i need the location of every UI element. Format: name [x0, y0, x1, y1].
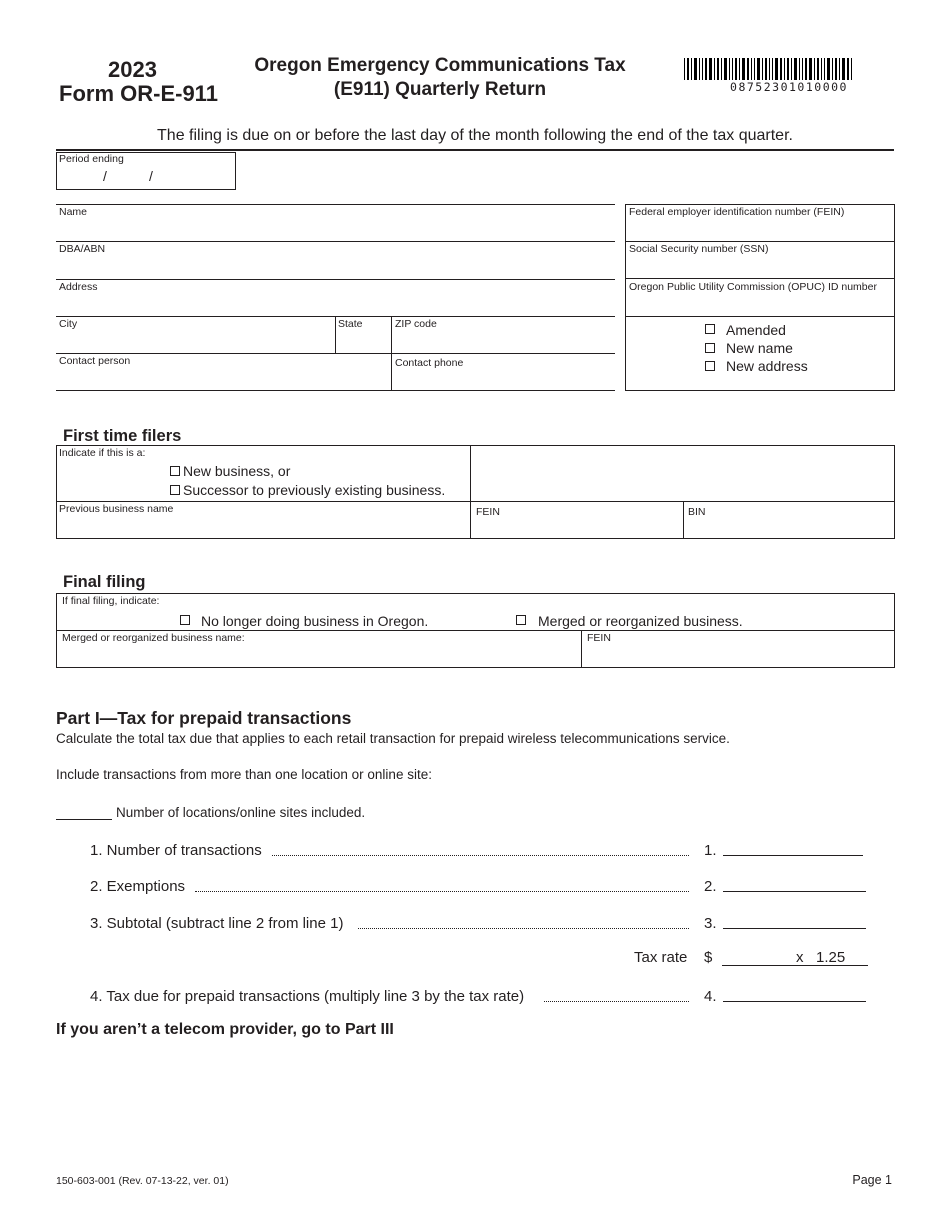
line-4-leader — [544, 1001, 689, 1002]
contact-phone-field[interactable] — [392, 354, 615, 390]
previous-business-name-field[interactable] — [57, 502, 469, 538]
merged-label: Merged or reorganized business. — [538, 613, 743, 629]
city-label: City — [59, 318, 78, 330]
new-address-checkbox[interactable] — [705, 361, 715, 371]
merged-name-label: Merged or reorganized business name: — [62, 632, 245, 644]
successor-checkbox[interactable] — [170, 485, 180, 495]
no-longer-checkbox[interactable] — [180, 615, 190, 625]
merged-name-field[interactable] — [57, 631, 580, 667]
tax-rate-currency: $ — [704, 949, 713, 966]
first-time-title: First time filers — [63, 427, 182, 445]
amended-checkbox[interactable] — [705, 324, 715, 334]
amended-label: Amended — [726, 322, 786, 338]
contact-person-field[interactable] — [56, 354, 391, 390]
dba-field[interactable] — [56, 242, 615, 278]
page-number: Page 1 — [852, 1173, 892, 1187]
part1-include-text: Include transactions from more than one location or online site: — [56, 767, 432, 782]
line-4-field[interactable] — [723, 1001, 866, 1002]
merged-checkbox[interactable] — [516, 615, 526, 625]
period-sep-1: / — [103, 168, 107, 184]
tax-rate-value: x 1.25 — [796, 949, 846, 966]
line-1-leader — [272, 855, 689, 856]
opuc-label: Oregon Public Utility Commission (OPUC) ID number — [629, 281, 877, 293]
line-2-label: 2. Exemptions — [90, 878, 186, 895]
final-indicate-label: If final filing, indicate: — [62, 595, 160, 607]
locations-text: Number of locations/online sites included. — [116, 805, 366, 820]
revision-text: 150-603-001 (Rev. 07-13-22, ver. 01) — [56, 1175, 229, 1187]
name-field[interactable] — [56, 205, 615, 241]
zip-field[interactable] — [392, 317, 615, 353]
first-time-fein-field[interactable] — [471, 502, 682, 538]
line-3-field[interactable] — [723, 928, 866, 929]
new-business-checkbox[interactable] — [170, 466, 180, 476]
line-3-leader — [358, 928, 689, 929]
line-3-number: 3. — [704, 915, 717, 932]
ssn-label: Social Security number (SSN) — [629, 243, 769, 255]
line-4-label: 4. Tax due for prepaid transactions (multiply line 3 by the tax rate) — [90, 988, 525, 1005]
final-filing-title: Final filing — [63, 573, 146, 591]
line-1-label: 1. Number of transactions — [90, 842, 262, 859]
form-title-line1: Oregon Emergency Communications Tax — [254, 55, 626, 76]
top-rule — [56, 149, 894, 151]
barcode-image — [684, 58, 894, 80]
go-to-part3-note: If you aren’t a telecom provider, go to Part III — [56, 1021, 394, 1038]
first-time-bin-field[interactable] — [684, 502, 894, 538]
form-id: Form OR-E-911 — [59, 81, 218, 106]
state-field[interactable] — [336, 317, 391, 353]
rule-contact-bottom — [56, 390, 615, 391]
new-address-label: New address — [726, 358, 808, 374]
address-field[interactable] — [56, 280, 615, 316]
tax-rate-label: Tax rate — [634, 949, 688, 966]
fein-label: Federal employer identification number (FEIN) — [629, 206, 845, 218]
previous-business-name-label: Previous business name — [59, 503, 174, 515]
new-business-label: New business, or — [183, 463, 291, 479]
form-title-line2: (E911) Quarterly Return — [333, 79, 547, 100]
final-fein-field[interactable] — [582, 631, 894, 667]
line-2-number: 2. — [704, 878, 717, 895]
first-time-indicate-label: Indicate if this is a: — [59, 447, 146, 459]
line-1-number: 1. — [704, 842, 717, 859]
zip-label: ZIP code — [395, 318, 437, 330]
part1-title: Part I—Tax for prepaid transactions — [56, 708, 352, 728]
address-label: Address — [59, 281, 98, 293]
locations-count-field[interactable] — [56, 819, 112, 820]
form-year: 2023 — [108, 57, 157, 82]
line-1-field[interactable] — [723, 855, 863, 856]
tax-rate-underline — [722, 965, 868, 966]
line-3-label: 3. Subtotal (subtract line 2 from line 1) — [90, 915, 344, 932]
new-name-label: New name — [726, 340, 793, 356]
line-4-number: 4. — [704, 988, 717, 1005]
contact-person-label: Contact person — [59, 355, 131, 367]
period-ending-label: Period ending — [59, 153, 124, 165]
final-fein-label: FEIN — [587, 632, 611, 644]
line-2-leader — [195, 891, 689, 892]
period-sep-2: / — [149, 168, 153, 184]
city-field[interactable] — [56, 317, 335, 353]
first-time-bin-label: BIN — [688, 506, 706, 518]
line-2-field[interactable] — [723, 891, 866, 892]
no-longer-label: No longer doing business in Oregon. — [201, 613, 429, 629]
successor-label: Successor to previously existing business. — [183, 482, 446, 498]
state-label: State — [338, 318, 363, 330]
barcode-number: 08752301010000 — [730, 80, 848, 94]
part1-intro: Calculate the total tax due that applies to each retail transaction for prepaid wireless telecommunications service. — [56, 731, 730, 746]
contact-phone-label: Contact phone — [395, 357, 464, 369]
name-label: Name — [59, 206, 88, 218]
new-name-checkbox[interactable] — [705, 343, 715, 353]
dba-label: DBA/ABN — [59, 243, 106, 255]
first-time-fein-label: FEIN — [476, 506, 500, 518]
filing-notice: The filing is due on or before the last day of the month following the end of the tax quarter. — [157, 127, 793, 144]
